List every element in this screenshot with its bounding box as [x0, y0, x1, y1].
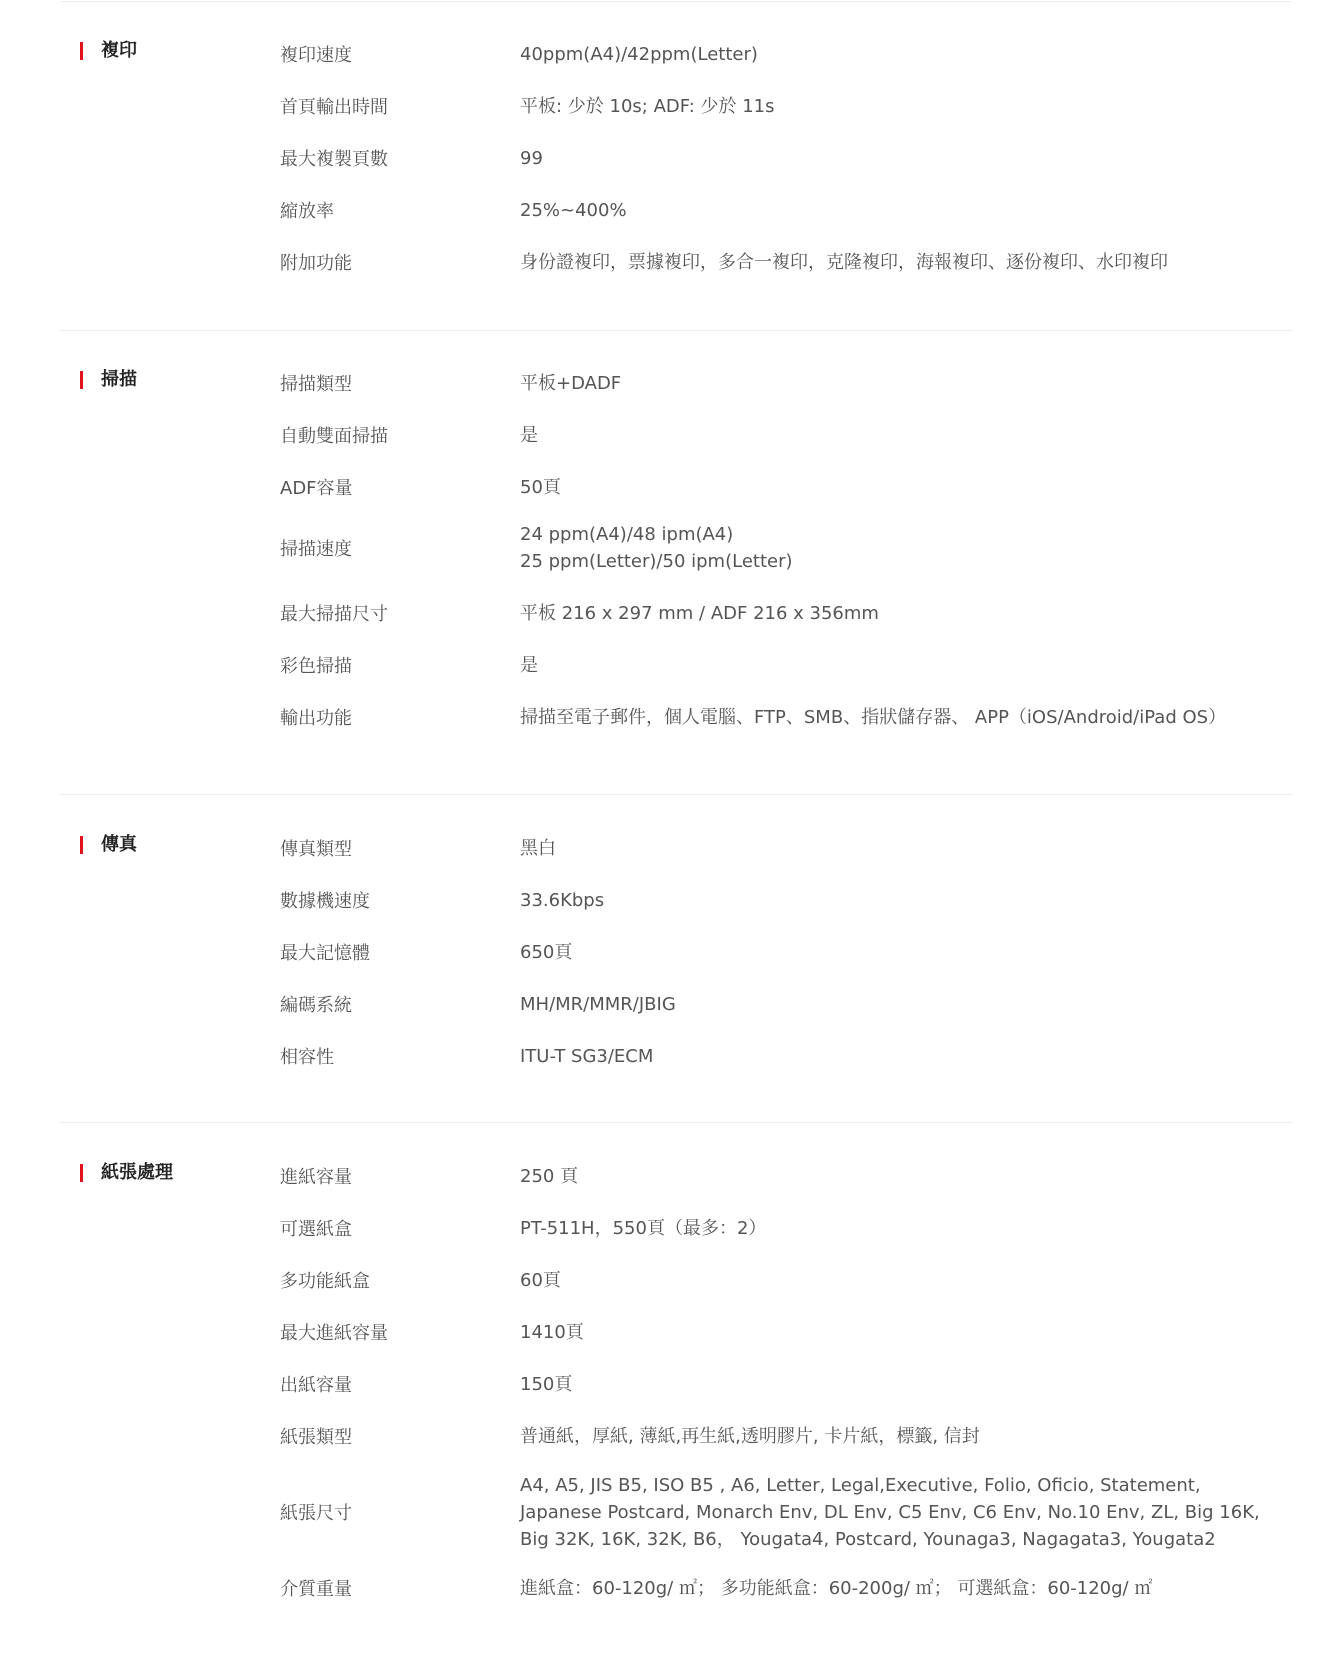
- spec-label: 複印速度: [280, 45, 352, 66]
- spec-value: 33.6Kbps: [520, 889, 605, 911]
- section-divider: [60, 330, 1292, 331]
- spec-row-max-copies: [60, 134, 1292, 182]
- spec-label: 紙張尺寸: [280, 1503, 352, 1524]
- spec-value: 650頁: [520, 941, 573, 963]
- spec-label: 介質重量: [280, 1579, 352, 1600]
- spec-row-modem-speed: [60, 876, 1292, 924]
- spec-row-duplex-scan: [60, 411, 1292, 459]
- spec-label: 最大記憶體: [280, 943, 370, 964]
- spec-label: 編碼系統: [280, 995, 352, 1016]
- spec-value: 50頁: [520, 476, 561, 498]
- section-divider: [60, 1, 1292, 2]
- spec-label: 附加功能: [280, 253, 352, 274]
- spec-value: 60頁: [520, 1269, 561, 1291]
- spec-row-copy-speed: [60, 30, 1292, 78]
- spec-row-media-weight: [60, 1564, 1292, 1612]
- spec-row-paper-types: [60, 1412, 1292, 1460]
- spec-value: 平板+DADF: [520, 372, 622, 394]
- spec-label: 最大掃描尺寸: [280, 604, 388, 625]
- spec-value: 250 頁: [520, 1165, 579, 1187]
- spec-value: 是: [520, 654, 538, 676]
- spec-value: 進紙盒：60-120g/ ㎡； 多功能紙盒：60-200g/ ㎡； 可選紙盒：60-120g/ ㎡: [520, 1577, 1153, 1599]
- spec-label: 最大複製頁數: [280, 149, 388, 170]
- spec-label: 進紙容量: [280, 1167, 352, 1188]
- spec-row-multipurpose-tray: [60, 1256, 1292, 1304]
- section-divider: [60, 794, 1292, 795]
- spec-label: 最大進紙容量: [280, 1323, 388, 1344]
- spec-value: 身份證複印，票據複印，多合一複印，克隆複印，海報複印、逐份複印、水印複印: [520, 251, 1168, 273]
- section-title: 紙張處理: [101, 1162, 173, 1183]
- section-title: 傳真: [101, 834, 137, 855]
- spec-label: 掃描類型: [280, 374, 352, 395]
- spec-value: A4, A5, JIS B5, ISO B5 , A6, Letter, Legal,Executive, Folio, Oficio, Statement, Japanese Postcard, Monarch Env, DL Env, C5 Env, C6 Env, No.10 Env, ZL, Big 16K, Big 32K, 16K, 32K, B6， Yougata4, Postcard, Younaga3, Nagagata3, Yougata2: [520, 1474, 1260, 1550]
- spec-value: ITU-T SG3/ECM: [520, 1045, 654, 1067]
- spec-row-coding: [60, 980, 1292, 1028]
- spec-label: 首頁輸出時間: [280, 97, 388, 118]
- spec-label: 彩色掃描: [280, 656, 352, 677]
- spec-row-scan-type: [60, 359, 1292, 407]
- spec-label: 相容性: [280, 1047, 334, 1068]
- spec-value: 40ppm(A4)/42ppm(Letter): [520, 43, 758, 65]
- spec-row-compatibility: [60, 1032, 1292, 1080]
- spec-row-zoom: [60, 186, 1292, 234]
- spec-row-color-scan: [60, 641, 1292, 689]
- section-title: 複印: [101, 40, 137, 61]
- spec-label: 傳真類型: [280, 839, 352, 860]
- spec-label: ADF容量: [280, 478, 353, 499]
- spec-value: 99: [520, 147, 543, 169]
- spec-row-max-memory: [60, 928, 1292, 976]
- spec-value: 是: [520, 424, 538, 446]
- spec-row-input-capacity: [60, 1152, 1292, 1200]
- spec-value: 平板: 少於 10s; ADF: 少於 11s: [520, 95, 775, 117]
- spec-label: 縮放率: [280, 201, 334, 222]
- spec-label: 紙張類型: [280, 1427, 352, 1448]
- spec-row-fax-type: [60, 824, 1292, 872]
- section-divider: [60, 1122, 1292, 1123]
- spec-label: 數據機速度: [280, 891, 370, 912]
- spec-row-scan-speed: [60, 513, 1292, 583]
- spec-value: 普通紙，厚紙, 薄紙,再生紙,透明膠片, 卡片紙，標籤, 信封: [520, 1425, 980, 1447]
- spec-row-extra-functions: [60, 238, 1292, 286]
- spec-label: 自動雙面掃描: [280, 426, 388, 447]
- spec-value: PT-511H，550頁（最多：2）: [520, 1217, 767, 1239]
- spec-row-output-capacity: [60, 1360, 1292, 1408]
- spec-label: 掃描速度: [280, 539, 352, 560]
- spec-value: 黑白: [520, 837, 556, 859]
- spec-row-output-functions: [60, 693, 1292, 741]
- spec-value: MH/MR/MMR/JBIG: [520, 993, 676, 1015]
- spec-row-optional-tray: [60, 1204, 1292, 1252]
- section-title: 掃描: [101, 369, 137, 390]
- spec-row-paper-sizes: [60, 1464, 1292, 1560]
- spec-row-first-page-out: [60, 82, 1292, 130]
- spec-value: 1410頁: [520, 1321, 584, 1343]
- spec-value: 25%~400%: [520, 199, 627, 221]
- spec-label: 可選紙盒: [280, 1219, 352, 1240]
- spec-label: 出紙容量: [280, 1375, 352, 1396]
- spec-value: 掃描至電子郵件，個人電腦、FTP、SMB、指狀儲存器、 APP（iOS/Android/iPad OS）: [520, 706, 1227, 728]
- spec-value: 平板 216 x 297 mm / ADF 216 x 356mm: [520, 602, 879, 624]
- spec-row-max-input-capacity: [60, 1308, 1292, 1356]
- spec-row-adf-capacity: [60, 463, 1292, 511]
- spec-value: 24 ppm(A4)/48 ipm(A4) 25 ppm(Letter)/50 ipm(Letter): [520, 524, 793, 572]
- spec-row-max-scan-size: [60, 589, 1292, 637]
- spec-label: 輸出功能: [280, 708, 352, 729]
- spec-label: 多功能紙盒: [280, 1271, 370, 1292]
- spec-value: 150頁: [520, 1373, 573, 1395]
